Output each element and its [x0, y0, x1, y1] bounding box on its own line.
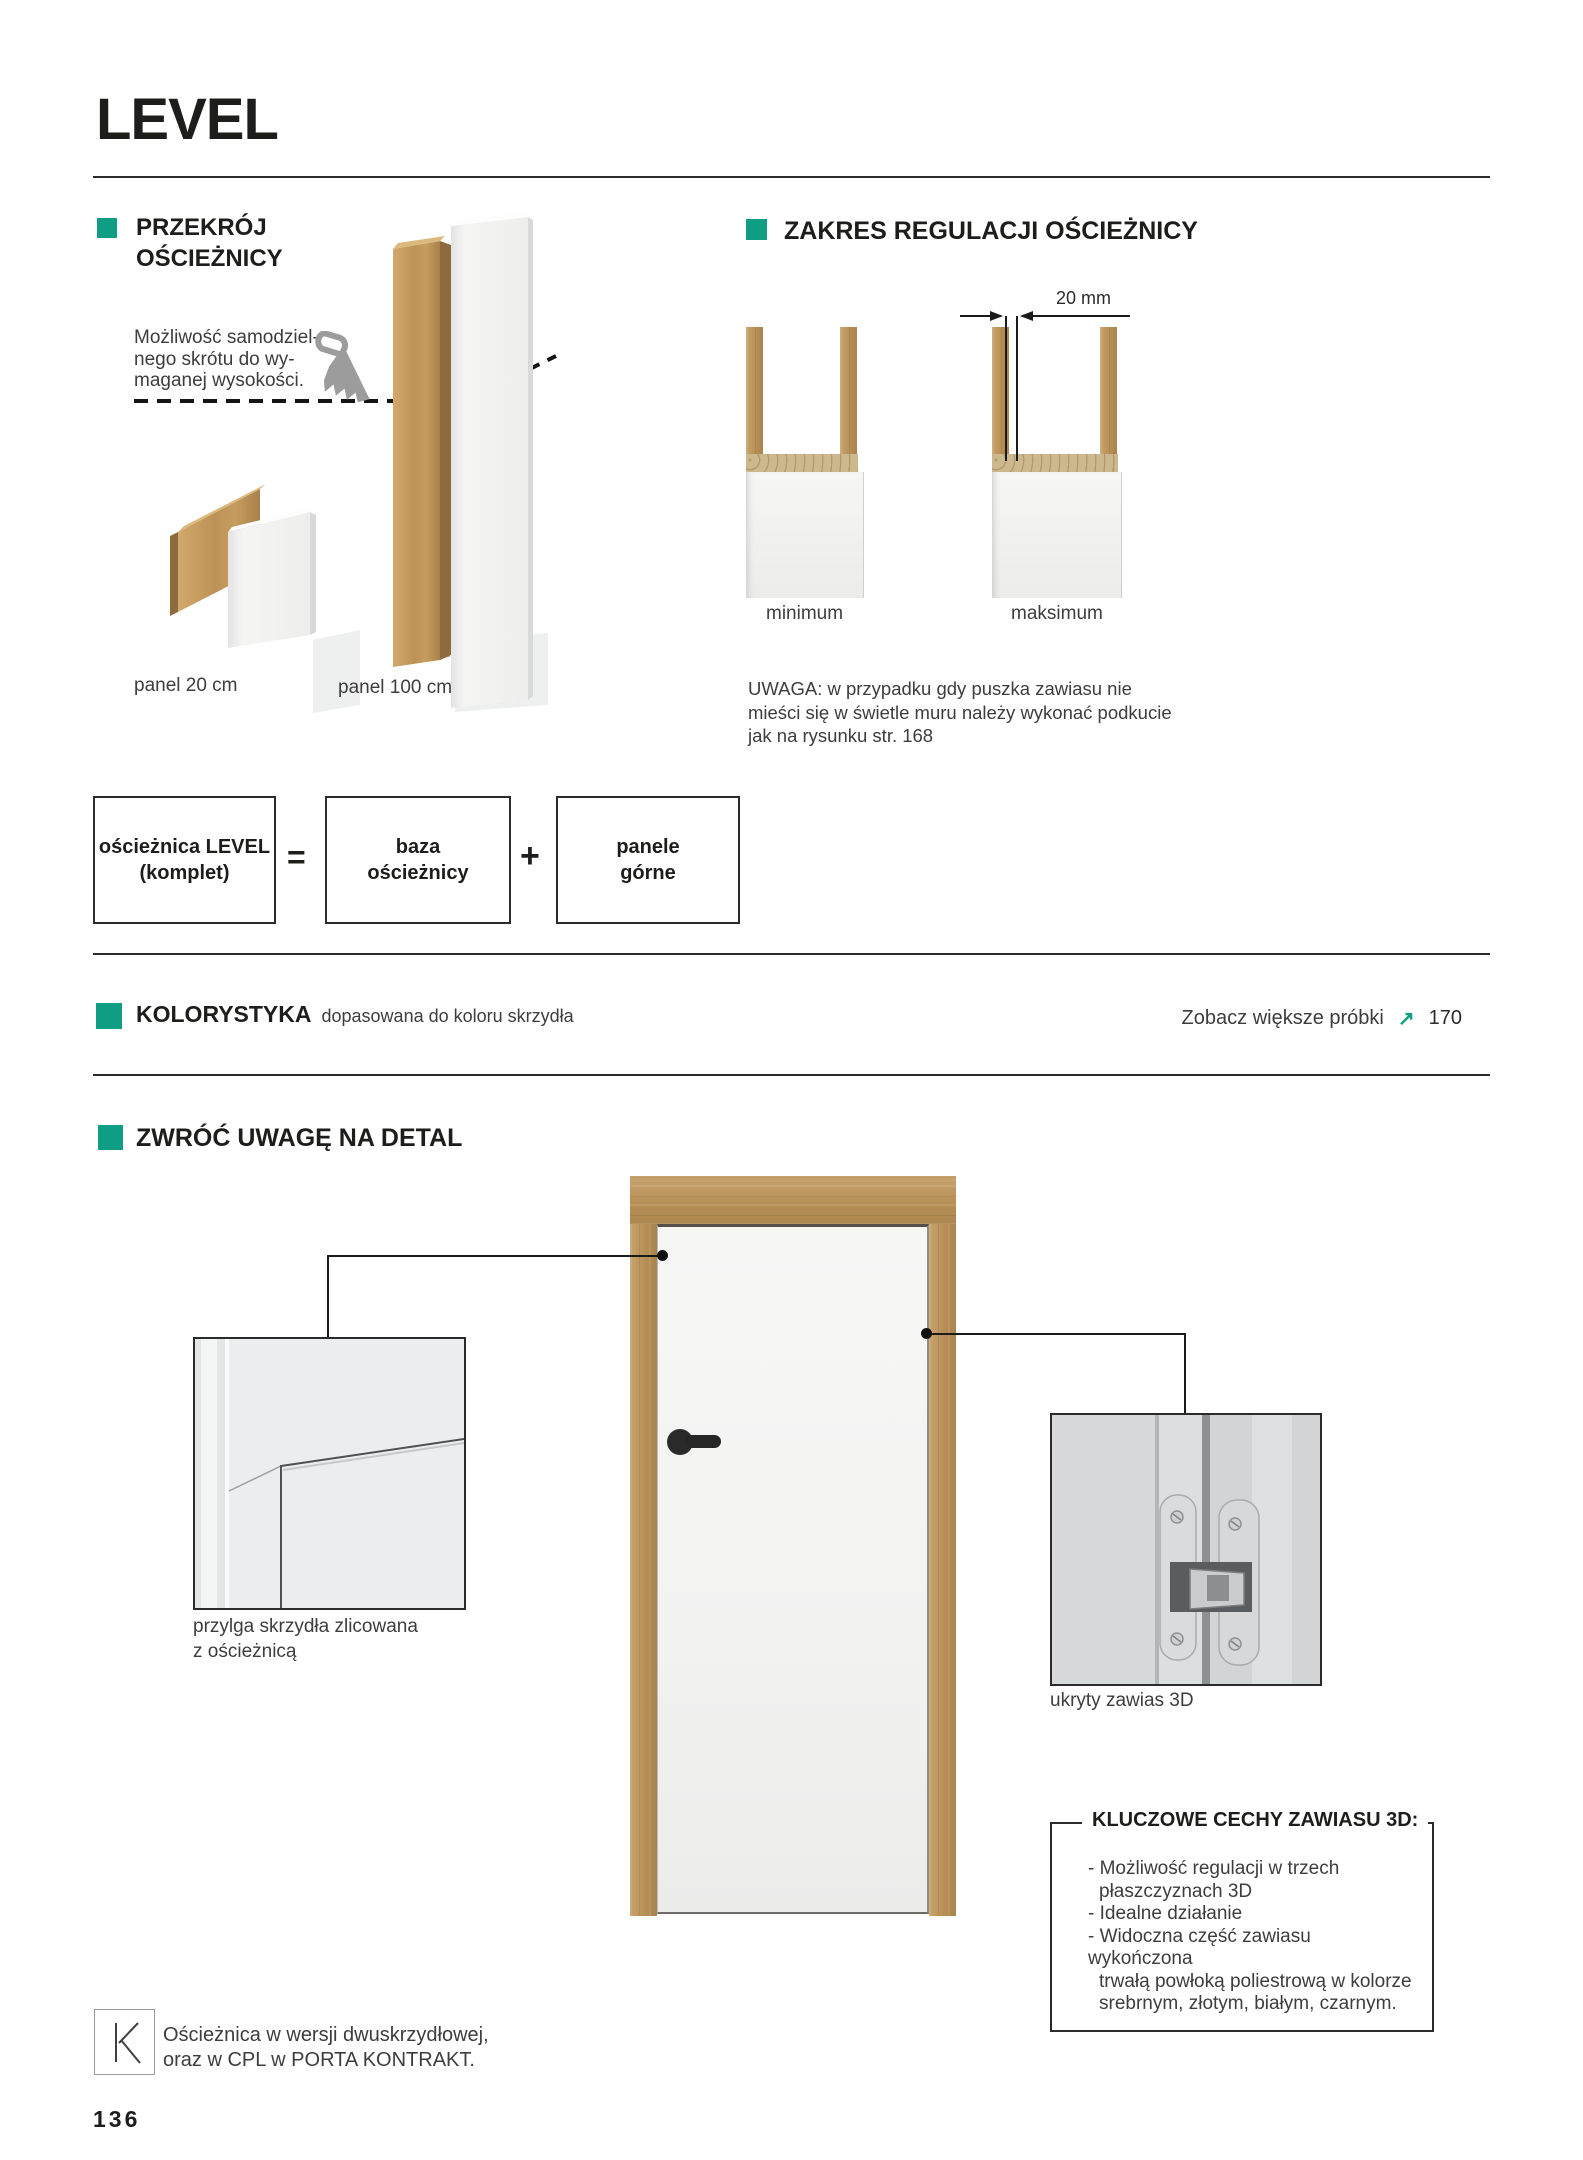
connector-left-horizontal	[327, 1255, 663, 1257]
section-marker-kolorystyka	[96, 1003, 122, 1029]
max-frame-panel	[992, 472, 1122, 598]
connector-left-vertical	[327, 1255, 329, 1337]
dimension-label: 20 mm	[1056, 288, 1112, 308]
door-frame-left	[630, 1224, 657, 1916]
divider-kolorystyka-bottom	[93, 1074, 1490, 1076]
see-samples-page-ref[interactable]: 170	[1428, 1007, 1462, 1029]
door-frame-top	[630, 1176, 956, 1225]
formula-box-komplet	[93, 796, 276, 924]
feature-line2: płaszczyznach 3D	[1099, 1880, 1253, 1902]
frame-section-large-illustration	[385, 205, 560, 720]
warning-line3: jak na rysunku str. 168	[748, 725, 934, 746]
feature-line5: trwałą powłoką poliestrową w kolorze	[1099, 1970, 1412, 1992]
zakres-warning	[748, 677, 1172, 748]
footer-note	[163, 2023, 489, 2072]
equals-sign: =	[287, 839, 306, 875]
formula-box1-line1: ościeżnica LEVEL	[98, 836, 271, 858]
footer-note-line2: oraz w CPL w PORTA KONTRAKT.	[163, 2048, 475, 2071]
feature-line3: - Idealne działanie	[1088, 1903, 1243, 1924]
max-dim-line-left	[1005, 316, 1007, 461]
przekroj-heading	[136, 212, 283, 274]
max-dim-line-right	[1016, 316, 1018, 461]
formula-box1-line2: (komplet)	[139, 862, 230, 884]
caption-flush-rebate-line2: z ościeżnicą	[193, 1641, 297, 1662]
divider-kolorystyka-top	[93, 953, 1490, 955]
label-panel-large: panel 100 cm	[338, 677, 453, 698]
min-frame-panel	[746, 472, 864, 598]
hinge-features-title: KLUCZOWE CECHY ZAWIASU 3D:	[1082, 1809, 1428, 1832]
przekroj-note-line3: maganej wysokości.	[134, 370, 305, 391]
formula-box-baza	[325, 796, 511, 924]
kontrakt-k-icon	[95, 2010, 154, 2074]
feature-line4: - Widoczna część zawiasu wykończona	[1088, 1925, 1311, 1969]
section-marker-zakres	[746, 219, 767, 240]
divider-top	[93, 176, 1490, 178]
door-frame-right	[929, 1224, 956, 1916]
kolorystyka-heading-row	[136, 1001, 574, 1028]
section-marker-detal	[98, 1125, 123, 1150]
page-number: 136	[93, 2106, 141, 2132]
detail-hidden-hinge-image	[1050, 1413, 1322, 1686]
connector-right-vertical	[1184, 1333, 1186, 1413]
caption-hidden-hinge: ukryty zawias 3D	[1050, 1690, 1194, 1711]
warning-line2: mieści się w świetle muru należy wykonać podkucie	[748, 701, 1172, 723]
door-slab	[657, 1224, 929, 1914]
kolorystyka-heading: KOLORYSTYKA	[136, 1001, 312, 1027]
footer-note-line1: Ościeżnica w wersji dwuskrzydłowej,	[163, 2024, 489, 2046]
feature-line6: srebrnym, złotym, białym, czarnym.	[1099, 1993, 1397, 2014]
caption-flush-rebate	[193, 1614, 418, 1664]
min-frame-right-bar	[840, 327, 857, 456]
formula-box3-line1: panele	[616, 836, 680, 858]
label-panel-small: panel 20 cm	[134, 675, 238, 696]
hinge-features-list	[1088, 1858, 1418, 2016]
kolorystyka-subtitle: dopasowana do koloru skrzydła	[321, 1006, 574, 1026]
formula-box-panele	[556, 796, 740, 924]
max-frame-chipboard	[992, 454, 1118, 472]
zakres-heading: ZAKRES REGULACJI OŚCIEŻNICY	[784, 217, 1198, 245]
connector-right-horizontal	[926, 1333, 1186, 1335]
saw-icon	[300, 331, 395, 409]
label-maksimum: maksimum	[1011, 603, 1103, 624]
see-samples-label[interactable]: Zobacz większe próbki	[1181, 1007, 1384, 1029]
przekroj-heading-line1: PRZEKRÓJ	[136, 214, 267, 241]
formula-box3-line2: górne	[620, 862, 676, 884]
przekroj-note-line2: nego skrótu do wy-	[134, 348, 295, 370]
section-marker-przekroj	[97, 218, 117, 238]
przekroj-heading-line2: OŚCIEŻNICY	[136, 245, 283, 272]
see-samples-link[interactable]	[1182, 1006, 1462, 1031]
dimension-arrows-icon	[955, 308, 1135, 324]
detal-heading: ZWRÓĆ UWAGĘ NA DETAL	[136, 1124, 463, 1152]
formula-box2-line1: baza	[395, 836, 441, 858]
plus-sign: +	[520, 837, 540, 875]
kontrakt-badge	[94, 2009, 155, 2075]
min-frame-chipboard	[746, 454, 858, 472]
detail-flush-rebate-image	[193, 1337, 466, 1610]
formula-box2-line2: ościeżnicy	[367, 862, 469, 884]
door-handle-lever	[685, 1435, 721, 1448]
max-frame-right-bar	[1100, 327, 1117, 456]
connector-left-dot	[657, 1250, 668, 1261]
feature-line1: - Możliwość regulacji w trzech	[1088, 1858, 1340, 1879]
arrow-up-right-icon: ↗	[1397, 1008, 1415, 1030]
min-frame-left-bar	[746, 327, 763, 456]
caption-flush-rebate-line1: przylga skrzydła zlicowana	[193, 1616, 418, 1637]
connector-right-dot	[921, 1328, 932, 1339]
przekroj-note-line1: Możliwość samodziel-	[134, 327, 319, 348]
warning-line1: UWAGA: w przypadku gdy puszka zawiasu nie	[748, 678, 1132, 699]
page-title: LEVEL	[96, 87, 278, 152]
label-minimum: minimum	[766, 603, 844, 624]
